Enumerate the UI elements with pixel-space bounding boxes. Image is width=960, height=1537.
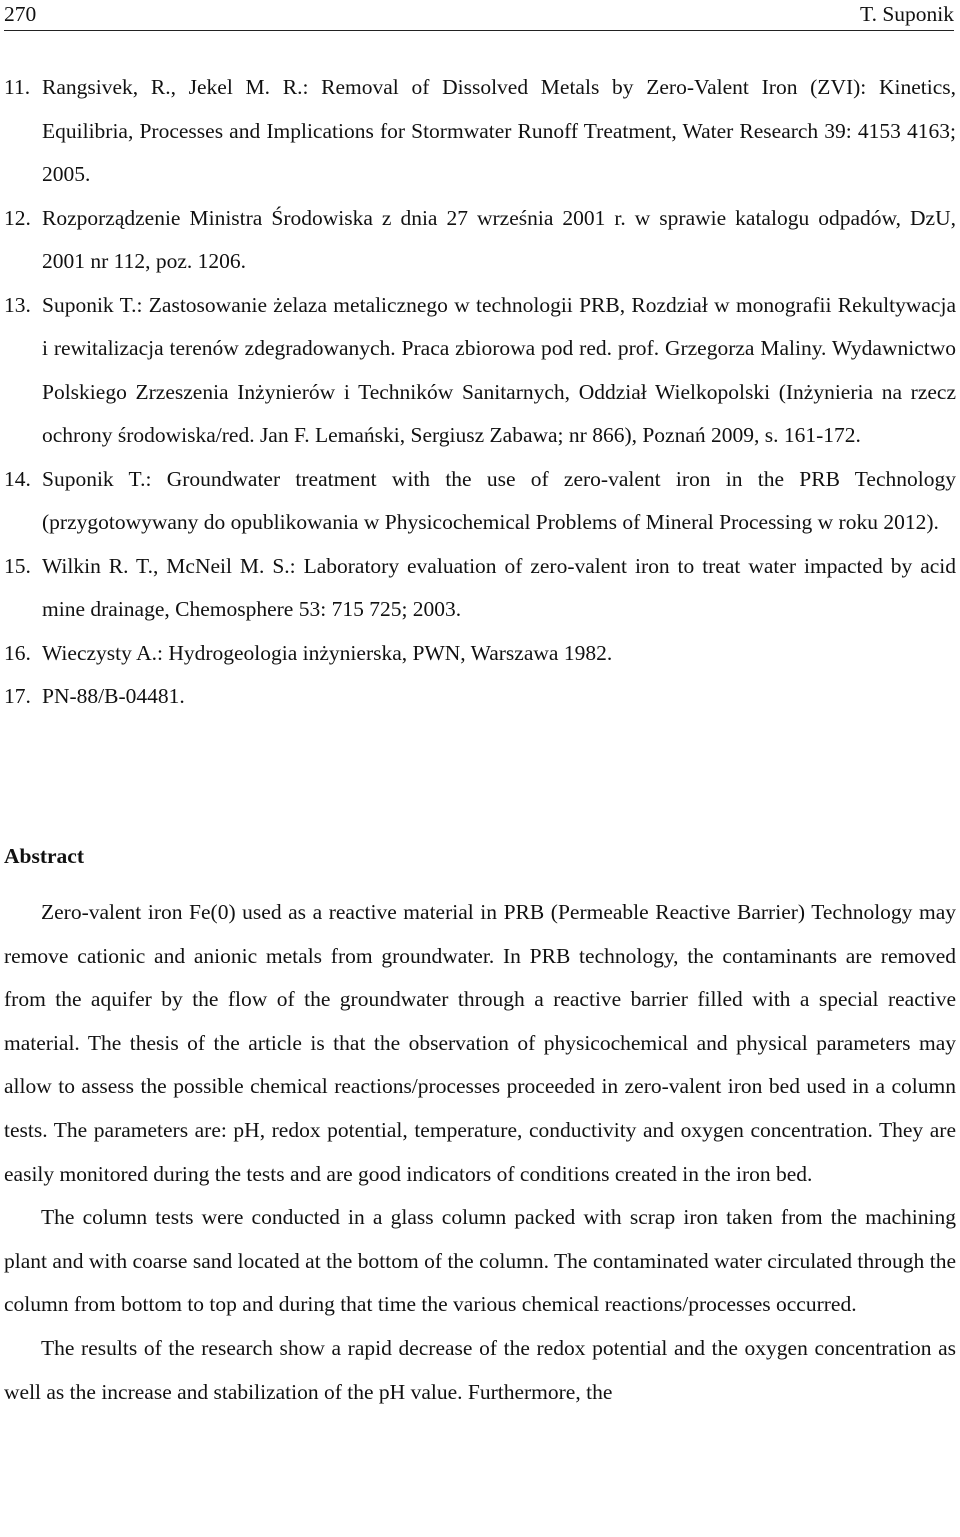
- reference-item: [4, 545, 956, 632]
- reference-number: 16.: [4, 640, 31, 665]
- abstract-heading: Abstract: [4, 844, 85, 868]
- reference-item: [4, 284, 956, 458]
- abstract-paragraph: The column tests were conducted in a glass column packed with scrap iron taken from the machining plant and with coarse sand located at the bottom of the column. The contaminated water circulated through the column from bottom to top and during that time the various chemical reactions/processes occurred.: [4, 1205, 956, 1317]
- reference-text: Suponik T.: Groundwater treatment with the use of zero-valent iron in the PRB Technology (przygotowywany do opublikowania w Physicochemical Problems of Mineral Processing w roku 2012).: [42, 466, 956, 534]
- reference-item: [4, 632, 956, 676]
- reference-item: [4, 197, 956, 284]
- running-head: T. Suponik: [860, 2, 954, 26]
- reference-item: [4, 458, 956, 545]
- reference-number: 11.: [4, 75, 31, 99]
- reference-text: Rozporządzenie Ministra Środowiska z dnia 27 września 2001 r. w sprawie katalogu odpadów, DzU, 2001 nr 112, poz. 1206.: [42, 205, 956, 273]
- reference-number: 15.: [4, 553, 31, 578]
- reference-number: 14.: [4, 466, 31, 491]
- reference-text: Wieczysty A.: Hydrogeologia inżynierska, PWN, Warszawa 1982.: [42, 640, 613, 665]
- reference-number: 17.: [4, 684, 31, 708]
- reference-text: Rangsivek, R., Jekel M. R.: Removal of Dissolved Metals by Zero-Valent Iron (ZVI): Kinetics, Equilibria, Processes and Implications for Stormwater Runoff Treatment, Water Research 39: 4153 4163; 2005.: [42, 75, 956, 186]
- reference-item: [4, 66, 956, 197]
- reference-number: 13.: [4, 292, 31, 317]
- reference-text: PN-88/B-04481.: [42, 684, 185, 708]
- reference-text: Wilkin R. T., McNeil M. S.: Laboratory evaluation of zero-valent iron to treat water impacted by acid mine drainage, Chemosphere 53: 715 725; 2003.: [42, 553, 956, 621]
- reference-item: [4, 675, 956, 719]
- abstract-body: [4, 891, 956, 1414]
- abstract-paragraph: The results of the research show a rapid decrease of the redox potential and the oxygen concentration as well as the increase and stabilization of the pH value. Furthermore, the: [4, 1335, 956, 1404]
- page-header: [4, 0, 954, 31]
- reference-number: 12.: [4, 205, 31, 230]
- reference-list: [4, 66, 956, 719]
- page-number: 270: [4, 2, 37, 26]
- reference-text: Suponik T.: Zastosowanie żelaza metalicznego w technologii PRB, Rozdział w monografii Rekultywacja i rewitalizacja terenów zdegradowanych. Praca zbiorowa pod red. prof. Grzegorza Maliny. Wydawnictwo Polskiego Zrzeszenia Inżynierów i Techników Sanitarnych, Oddział Wielkopolski (Inżynieria na rzecz ochrony środowiska/red. Jan F. Lemański, Sergiusz Zabawa; nr 866), Poznań 2009, s. 161-172.: [42, 292, 956, 447]
- abstract-paragraph: Zero-valent iron Fe(0) used as a reactive material in PRB (Permeable Reactive Barrier) Technology may remove cationic and anionic metals from groundwater. In PRB technology, the contaminants are removed from the aquifer by the flow of the groundwater through a reactive barrier filled with a special reactive material. The thesis of the article is that the observation of physicochemical and physical parameters may allow to assess the possible chemical reactions/processes proceeded in zero-valent iron bed used in a column tests. The parameters are: pH, redox potential, temperature, conductivity and oxygen concentration. They are easily monitored during the tests and are good indicators of conditions created in the iron bed.: [4, 900, 956, 1186]
